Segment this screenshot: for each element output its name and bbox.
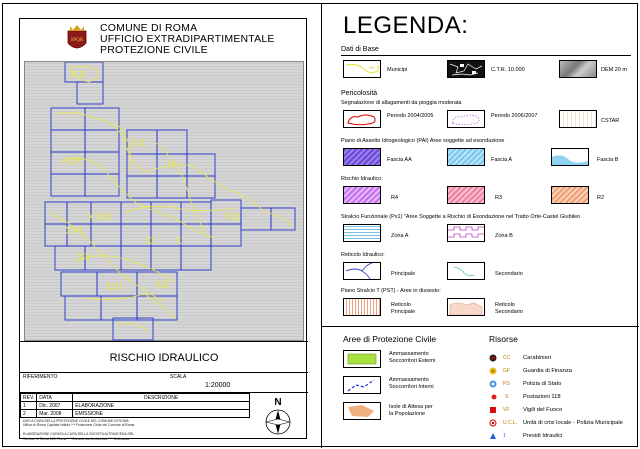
numeral-xx: XX: [131, 138, 146, 149]
label-polizia-stato: Polizia di Stato: [523, 381, 562, 387]
label-principale: Principale: [391, 271, 416, 277]
rischio-title: Rischio Idraulico:: [341, 176, 383, 182]
label-dem: DEM 20 m: [601, 67, 627, 73]
note-line: ELABORAZIONE CURATA A CURA DELLA SOCIETA ALTRASCENA SRL: [23, 432, 135, 437]
label-presidi-idraulici: Presidi Idraulici: [523, 433, 563, 439]
piano-t-title: Piano Stralcio T (PST) - Aree in dissesto:: [341, 288, 441, 294]
swatch-secondario: [447, 262, 485, 280]
swatch-fascia-a: [447, 148, 485, 166]
svg-text:SPQR: SPQR: [70, 38, 84, 43]
swatch-zona-b: [447, 224, 485, 242]
numeral-x: X: [175, 236, 183, 247]
label-municipi: Municipi: [387, 67, 408, 73]
swatch-ammass-interni: [343, 376, 381, 394]
label-zona-a: Zona A: [391, 233, 409, 239]
guardia-finanza-icon: [489, 367, 497, 375]
code-cc: CC: [503, 355, 511, 361]
map-area: [24, 61, 304, 341]
carabinieri-icon: [489, 354, 497, 362]
numeral-xvi: XVI: [65, 226, 83, 237]
swatch-fascia-aa: [343, 148, 381, 166]
label-reticolo-principale: Reticolo Principale: [391, 302, 416, 315]
map-title: RISCHIO IDRAULICO: [20, 341, 308, 373]
revision-header-desc: DESCRIZIONE: [73, 394, 250, 402]
swatch-r2: [551, 186, 589, 204]
label-fascia-aa: Fascia AA: [387, 157, 412, 163]
pericolosita-title: Pericolosità: [341, 90, 378, 97]
label-fascia-b: Fascia B: [597, 157, 619, 163]
riferimento-label: RIFERIMENTO: [23, 374, 58, 380]
label-isole-attesa: Isole di Attesa per la Popolazione: [389, 404, 433, 417]
legend-title: LEGENDA:: [343, 12, 469, 39]
numeral-xx-top: XX: [71, 70, 86, 81]
revision-table: [20, 393, 250, 418]
revision-cell: Mar. 2008: [37, 410, 73, 418]
revision-cell: Dic. 2007: [37, 402, 73, 410]
stralcio-title: Stralcio Funzionale (Ps1) "Aree Soggette a Rischio di Esondazione nel Tratto Orte-Castel Giubileo: [341, 214, 581, 220]
presidi-idraulici-icon: [489, 432, 497, 440]
revision-header-row: [21, 394, 250, 402]
swatch-isole-attesa: [343, 402, 381, 420]
swatch-periodo-2006: [447, 110, 485, 128]
label-r3: R3: [495, 195, 503, 201]
swatch-ammass-esterni: [343, 350, 381, 368]
label-zona-b: Zona B: [495, 233, 513, 239]
roma-crest-icon: [66, 25, 88, 53]
label-reticolo-secondario: Reticolo Secondario: [495, 302, 523, 315]
code-ucl: U.C.L.: [503, 420, 518, 426]
map-grid: [25, 62, 305, 342]
vigili-fuoco-icon: [489, 406, 497, 414]
numeral-xix: XIX: [65, 156, 83, 167]
note-line: Via Ass. di Roma 120, Roma *** Consulenza Ambientale *** Ordinanza: [23, 436, 130, 441]
table-row: [21, 410, 250, 418]
numeral-xv: XV: [77, 252, 92, 263]
north-label: N: [274, 397, 282, 408]
pericolosita-sub2: Piano di Assetto Idrogeologico (PAI) Aree soggette ad esondazione: [341, 138, 505, 144]
label-ctr: C.T.R. 10.000: [491, 67, 525, 73]
compass-icon: [264, 408, 292, 436]
code-vf: VF: [503, 407, 510, 413]
revision-cell: ELABORAZIONE: [73, 402, 250, 410]
label-carabinieri: Carabinieri: [523, 355, 552, 361]
svg-text:XX: XX: [369, 65, 375, 70]
header-line1: COMUNE DI ROMA: [100, 22, 198, 34]
postazioni-118-icon: [490, 393, 498, 401]
swatch-reticolo-secondario: [447, 298, 485, 316]
label-cstar: CSTAR: [601, 118, 620, 124]
label-r4: R4: [391, 195, 399, 201]
label-periodo-2006: Periodo 2006/2007: [491, 113, 538, 119]
riferimento-box: [20, 373, 308, 393]
map-panel: [19, 18, 307, 439]
swatch-dem: [559, 60, 597, 78]
swatch-cstar: [559, 110, 597, 128]
table-row: [21, 402, 250, 410]
label-postazioni-118: Postazioni 118: [523, 394, 561, 400]
notes: [23, 419, 248, 441]
code-s: S: [505, 394, 509, 400]
swatch-ctr: [447, 60, 485, 78]
north-arrow: [260, 397, 296, 437]
pericolosita-sub1: Segnalazione di allagamenti da pioggia moderata: [341, 100, 462, 106]
swatch-principale: [343, 262, 381, 280]
numeral-viii: VIII: [223, 212, 241, 223]
reticolo-title: Reticolo Idraulico:: [341, 252, 385, 258]
header-line3: PROTEZIONE CIVILE: [100, 44, 208, 56]
swatch-reticolo-principale: [343, 298, 381, 316]
label-vigili-fuoco: Vigili del Fuoco: [523, 407, 563, 413]
label-secondario: Secondario: [495, 271, 523, 277]
revision-cell: 2: [21, 410, 37, 418]
swatch-r4: [343, 186, 381, 204]
numeral-xviii: XVIII: [87, 212, 112, 223]
note-line: Ufficio di Roma Capitale Istituto *** Protezione Civile del Comune di Roma: [23, 423, 135, 428]
revision-header-data: DATA: [37, 394, 73, 402]
header: [20, 19, 308, 61]
label-r2: R2: [597, 195, 605, 201]
label-fascia-a: Fascia A: [491, 157, 513, 163]
label-ammass-interni: Ammassamento Soccorritori Interni: [389, 377, 434, 390]
risorse-title: Risorse: [489, 334, 518, 344]
code-gf: GF: [503, 368, 510, 374]
numeral-xiii: XIII: [105, 282, 123, 293]
legend-bottom-divider: [321, 326, 639, 327]
panel-divider: [321, 4, 322, 448]
dati-base-title: Dati di Base: [341, 46, 379, 53]
label-guardia-finanza: Guardia di Finanza: [523, 368, 572, 374]
numeral-xi: XI: [145, 236, 156, 247]
label-periodo-2004: Periodo 2004/2005: [387, 113, 434, 119]
numeral-iv: IV: [167, 160, 178, 171]
scala-value: 1:20000: [205, 382, 231, 389]
scala-label: SCALA: [170, 374, 187, 380]
label-ammass-esterni: Ammassamento Soccorritori Esterni: [389, 351, 436, 364]
swatch-zona-a: [343, 224, 381, 242]
swatch-r3: [447, 186, 485, 204]
divider-line: [341, 55, 631, 56]
code-presidi: 1: [503, 433, 506, 439]
swatch-municipi: [343, 60, 381, 78]
note-line: DATI A CURA DELLA PROTEZIONE CIVILE DEL COMUNE DI ROMA: [23, 419, 129, 423]
label-ucl: Unità di crisi locale - Polizia Municipale: [523, 420, 623, 426]
aree-title: Aree di Protezione Civile: [343, 334, 437, 344]
revision-cell: 1: [21, 402, 37, 410]
polizia-stato-icon: [489, 380, 497, 388]
numeral-xii: XII: [155, 280, 169, 291]
map-sheet: [2, 3, 638, 447]
ucl-icon: [489, 419, 497, 427]
swatch-fascia-b: [551, 148, 589, 166]
code-ps: PS: [503, 381, 510, 387]
swatch-periodo-2004: [343, 110, 381, 128]
revision-header-rev: REV.: [21, 394, 37, 402]
header-line2: UFFICIO EXTRADIPARTIMENTALE: [100, 33, 275, 45]
revision-cell: EMISSIONE: [73, 410, 250, 418]
